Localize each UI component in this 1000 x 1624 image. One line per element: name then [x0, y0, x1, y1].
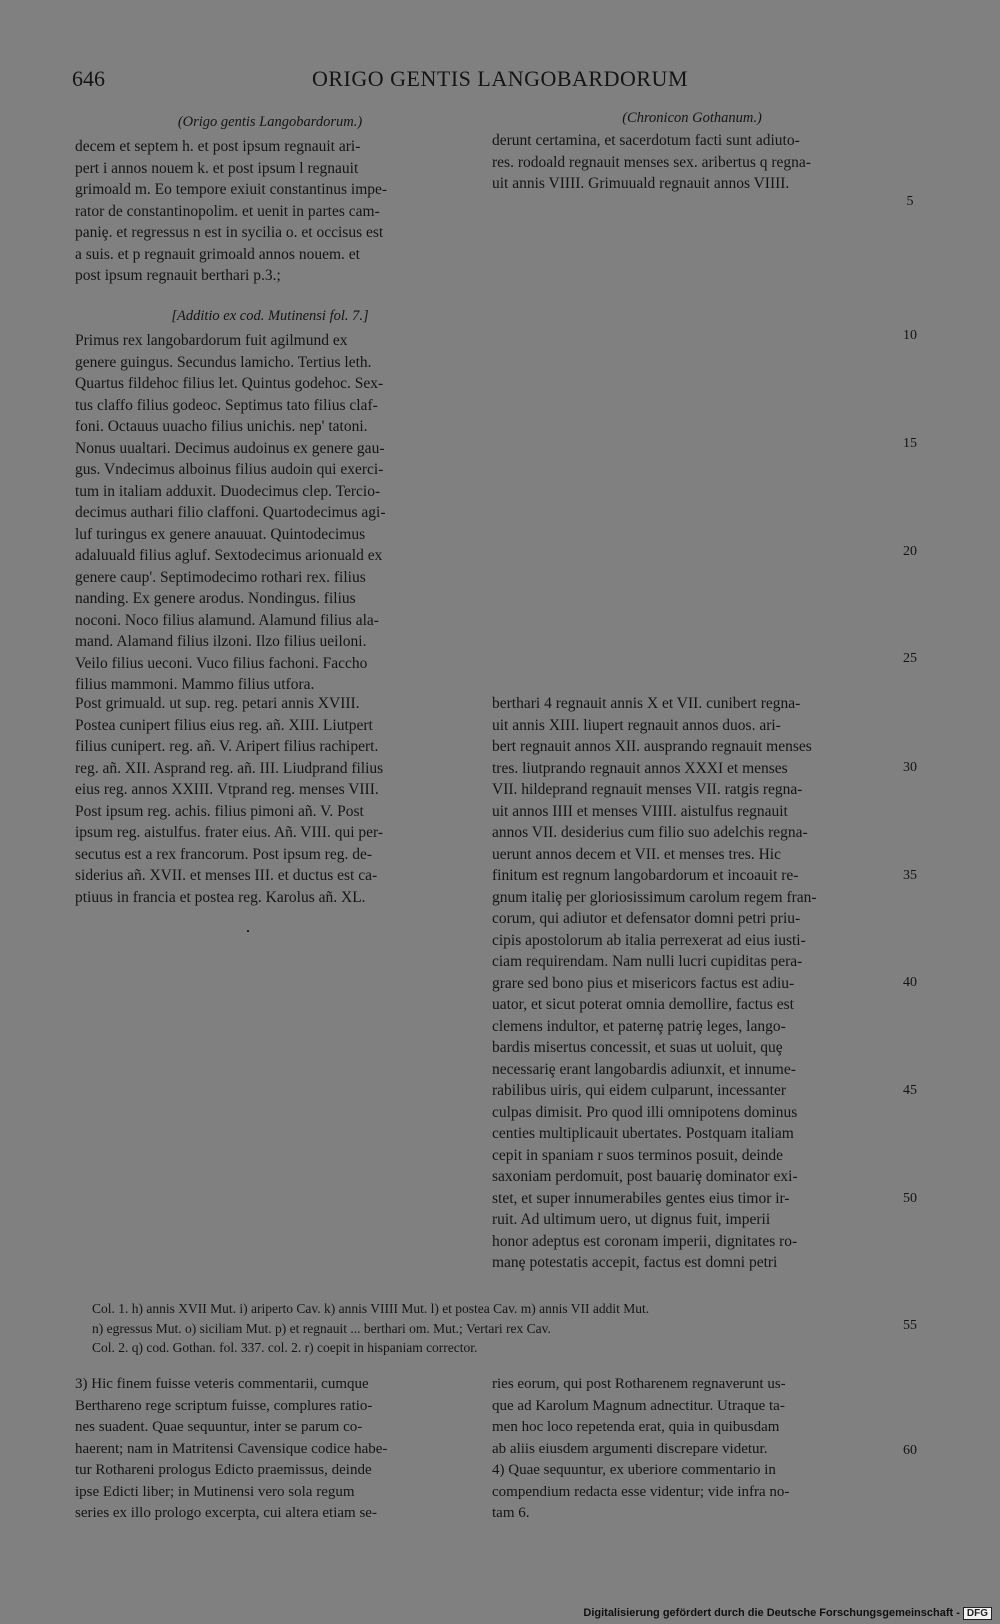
- dfg-logo: DFG: [963, 1607, 992, 1620]
- line-number: 20: [903, 544, 917, 559]
- line-number: 5: [906, 194, 914, 209]
- footer-text: Digitalisierung gefördert durch die Deutsche Forschungsgemeinschaft -: [583, 1607, 960, 1619]
- footnotes: Col. 1. h) annis XVII Mut. i) ariperto Cav. k) annis VIIII Mut. l) et postea Cav. m) annis VII addit Mut. n) egressus Mut. o) siciliam Mut. p) et regnauit ... berthari om. Mut.; Vertari rex Cav. Col. 2. q) cod. Gothan. fol. 337. col. 2. r) coepit in hispaniam corrector.: [92, 1301, 650, 1355]
- left-text-block-1: decem et septem h. et post ipsum regnauit ari- pert i annos nouem k. et post ipsum l regnauit grimoald m. Eo tempore exiuit constantinus impe- rator de constantinopolim. et uenit in partes cam- paniȩ. et regressus n est in sycilia o. et occisus est a suis. et p regnauit grimoald annos nouem. et post ipsum regnauit berthari p.3.;: [75, 138, 388, 284]
- line-number: 30: [903, 760, 917, 775]
- print-speck: [247, 930, 249, 932]
- left-text-block-2: Primus rex langobardorum fuit agilmund ex genere guingus. Secundus lamicho. Tertius leth. Quartus fildehoc filius let. Quintus godehoc. Sex- tus claffo filius godeoc. Septimus tato filius claf- foni. Octauus uuacho filius unichis. nep' tatoni. Nonus uualtari. Decimus audoinus ex genere gau- gus. Vndecimus alboinus filius audoin qui exerci- tum in italiam adduxit. Duodecimus clep. Tercio- decimus authari filio claffoni. Quartodecimus agi- luf turingus ex genere anauuat. Quintodecimus adaluuald filius agluf. Sextodecimus arionuald ex genere caup'. Septimodecimo rothari rex. filius nanding. Ex genere arodus. Nondingus. filius noconi. Noco filius alamund. Alamund filius ala- mand. Alamand filius ilzoni. Ilzo filius ueiloni. Veilo filius ueconi. Vuco filius fachoni. Faccho filius mammoni. Mammo filius utfora.: [75, 332, 386, 693]
- page-number: 646: [72, 66, 105, 91]
- line-number: 25: [903, 651, 917, 666]
- digitization-footer: [583, 1607, 992, 1620]
- right-text-block-2: berthari 4 regnauit annis X et VII. cunibert regna- uit annis XIII. liupert regnauit annos duos. ari- bert regnauit annos XII. ausprando regnauit menses tres. liutprando regnauit annos XXXI et menses VII. hildeprand regnauit menses VII. ratgis regna- uit annos IIII et menses VIIII. aistulfus regnauit annos VII. desiderius cum filio suo adelchis regna- uerunt annos decem et VII. et menses tres. Hic finitum est regnum langobardorum et incoauit re- gnum italiȩ per gloriosissimum carolum regem fran- corum, qui adiutor et defensator domni petri priu- cipis apostolorum ab italia perrexerat ad eius iusti- ciam requirendam. Nam nulli lucri cupiditas pera- grare sed bono pius et misericors factus est adiu- uator, et sicut poterat omnia demollire, factus est clemens indultor, et paternȩ patriȩ leges, lango- bardis misertus concessit, et suas ut uoluit, quȩ necessariȩ erant langobardis adiunxit, et innume- rabilibus uiris, qui eidem culparunt, incessanter culpas dimisit. Pro quod illi omnipotens dominus centies multiplicauit ubertates. Postquam italiam cepit in spaniam r suos terminos posuit, deinde saxoniam perdomuit, post bauariȩ dominator exi- stet, et super innumerabiles gentes eius timor ir- ruit. Ad ultimum uero, ut dignus fuit, imperii honor adeptus est coronam imperii, dignitates ro- manȩ potestatis accepit, factus est domni petri: [492, 695, 817, 1271]
- left-text-block-3: Post grimuald. ut sup. reg. petari annis XVIII. Postea cunipert filius eius reg. añ. XIII. Liutpert filius cunipert. reg. añ. V. Aripert filius rachipert. reg. añ. XII. Asprand reg. añ. III. Liudprand filius eius reg. annos XXIII. Vtprand reg. menses VIII. Post ipsum reg. achis. filius pimoni añ. V. Post ipsum reg. aistulfus. frater eius. Añ. VIII. qui per- secutus est a rex francorum. Post ipsum reg. de- siderius añ. XVII. et menses III. et ductus est ca- ptiuus in francia et postea reg. Karolus añ. XL.: [75, 695, 384, 906]
- line-number: 55: [903, 1318, 917, 1333]
- line-number: 40: [903, 975, 917, 990]
- right-column-heading: (Chronicon Gothanum.): [622, 110, 762, 126]
- commentary-right: ries eorum, qui post Rotharenem regnaverunt us- que ad Karolum Magnum adnectitur. Utraque ta- men hoc loco repetenda erat, quia in quibusdam ab aliis eiusdem argumenti discrepare videtur. 4) Quae sequuntur, ex uberiore commentario in compendium redacta esse videntur; vide infra no- tam 6.: [492, 1376, 790, 1521]
- line-number: 10: [903, 328, 917, 343]
- line-number: 15: [903, 436, 917, 451]
- running-title: ORIGO GENTIS LANGOBARDORUM: [312, 66, 688, 91]
- line-number: 50: [903, 1191, 917, 1206]
- line-number: 60: [903, 1443, 917, 1458]
- line-number: 45: [903, 1083, 917, 1098]
- left-column-heading: (Origo gentis Langobardorum.): [177, 114, 363, 130]
- right-text-block-1: derunt certamina, et sacerdotum facti sunt adiuto- res. rodoald regnauit menses sex. aribertus q regna- uit annis VIIII. Grimuuald regnauit annos VIIII.: [492, 132, 811, 192]
- commentary-left: 3) Hic finem fuisse veteris commentarii, cumque Berthareno rege scriptum fuisse, complures ratio- nes suadent. Quae sequuntur, inter se parum co- haerent; nam in Matritensi Cavensique codice habe- tur Rothareni prologus Edicto praemissus, deinde ipse Edicti liber; in Mutinensi vero sola regum series ex illo prologo excerpta, cui altera etiam se-: [75, 1376, 388, 1521]
- line-number: 35: [903, 868, 917, 883]
- addition-heading: [Additio ex cod. Mutinensi fol. 7.]: [171, 308, 369, 324]
